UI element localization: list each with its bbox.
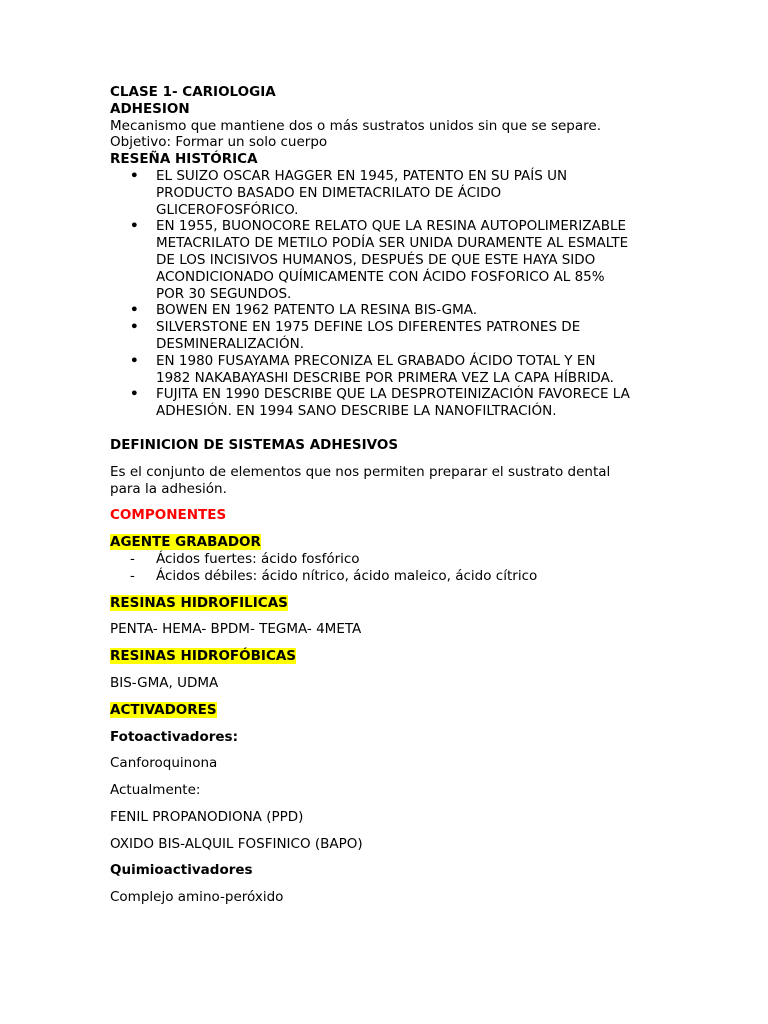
- document-page: [110, 84, 670, 906]
- bullet-mark: •: [130, 302, 139, 319]
- bullet-mark: •: [130, 386, 139, 403]
- list-item: • EL SUIZO OSCAR HAGGER EN 1945, PATENTO EN SU PAÍS UN PRODUCTO BASADO EN DIMETACRILATO DE ÁCIDO GLICEROFOSFÓRICO.: [130, 167, 568, 218]
- resena-heading: RESEÑA HISTÓRICA: [110, 151, 258, 168]
- ppd-text: FENIL PROPANODIONA (PPD): [110, 808, 304, 825]
- definicion-text-line: para la adhesión.: [110, 480, 227, 497]
- componentes-heading: COMPONENTES: [110, 507, 227, 524]
- list-item: • SILVERSTONE EN 1975 DEFINE LOS DIFERENTES PATRONES DE DESMINERALIZACIÓN.: [130, 319, 581, 352]
- objetivo-line: Objetivo: Formar un solo cuerpo: [110, 134, 328, 151]
- resinas-hidrofobicas-heading: RESINAS HIDROFÓBICAS: [110, 648, 297, 665]
- list-item: • EN 1955, BUONOCORE RELATO QUE LA RESINA AUTOPOLIMERIZABLE METACRILATO DE METILO PODÍA SER UNIDA DURAMENTE AL ESMALTE DE LOS INCISIVOS HUMANOS, DESPUÉS DE QUE ESTE HAYA SIDO ACONDICIONADO QUÍMICAMENTE CON ÁCIDO FOSFORICO AL 85% POR 30 SEGUNDOS.: [130, 218, 629, 302]
- agente-grabador-heading: AGENTE GRABADOR: [110, 534, 261, 551]
- list-item: • BOWEN EN 1962 PATENTO LA RESINA BIS-GMA.: [130, 302, 478, 319]
- dash-mark: -: [130, 567, 135, 584]
- list-item: - Ácidos fuertes: ácido fosfórico: [130, 550, 360, 567]
- bullet-mark: •: [130, 319, 139, 336]
- bullet-mark: •: [130, 218, 139, 235]
- fotoactivadores-heading: Fotoactivadores:: [110, 728, 238, 745]
- hidrofilicas-text: PENTA- HEMA- BPDM- TEGMA- 4META: [110, 621, 362, 638]
- bullet-mark: •: [130, 352, 139, 369]
- activadores-heading: ACTIVADORES: [110, 701, 217, 718]
- actualmente-label: Actualmente:: [110, 782, 201, 799]
- quimioactivadores-heading: Quimioactivadores: [110, 862, 253, 879]
- fotoactivadores-text: Canforoquinona: [110, 755, 218, 772]
- adhesion-heading: ADHESION: [110, 100, 190, 117]
- bapo-text: OXIDO BIS-ALQUIL FOSFINICO (BAPO): [110, 835, 363, 852]
- bullet-mark: •: [130, 167, 139, 184]
- agente-list: [110, 551, 670, 585]
- definicion-text-line: Es el conjunto de elementos que nos permiten preparar el sustrato dental: [110, 463, 611, 480]
- list-item: - Ácidos débiles: ácido nítrico, ácido maleico, ácido cítrico: [130, 567, 538, 584]
- dash-mark: -: [130, 550, 135, 567]
- definicion-heading: DEFINICION DE SISTEMAS ADHESIVOS: [110, 436, 399, 453]
- resinas-hidrofilicas-heading: RESINAS HIDROFILICAS: [110, 594, 288, 611]
- list-item: • FUJITA EN 1990 DESCRIBE QUE LA DESPROTEINIZACIÓN FAVORECE LA ADHESIÓN. EN 1994 SANO DESCRIBE LA NANOFILTRACIÓN.: [130, 386, 630, 420]
- document-title: CLASE 1- CARIOLOGIA: [110, 84, 276, 100]
- quimioactivadores-text: Complejo amino-peróxido: [110, 889, 284, 906]
- hidrofobicas-text: BIS-GMA, UDMA: [110, 674, 219, 691]
- resena-list: [110, 168, 670, 420]
- list-item: • EN 1980 FUSAYAMA PRECONIZA EL GRABADO ÁCIDO TOTAL Y EN 1982 NAKABAYASHI DESCRIBE POR PRIMERA VEZ LA CAPA HÍBRIDA.: [130, 352, 614, 386]
- adhesion-definition: Mecanismo que mantiene dos o más sustratos unidos sin que se separe.: [110, 117, 601, 134]
